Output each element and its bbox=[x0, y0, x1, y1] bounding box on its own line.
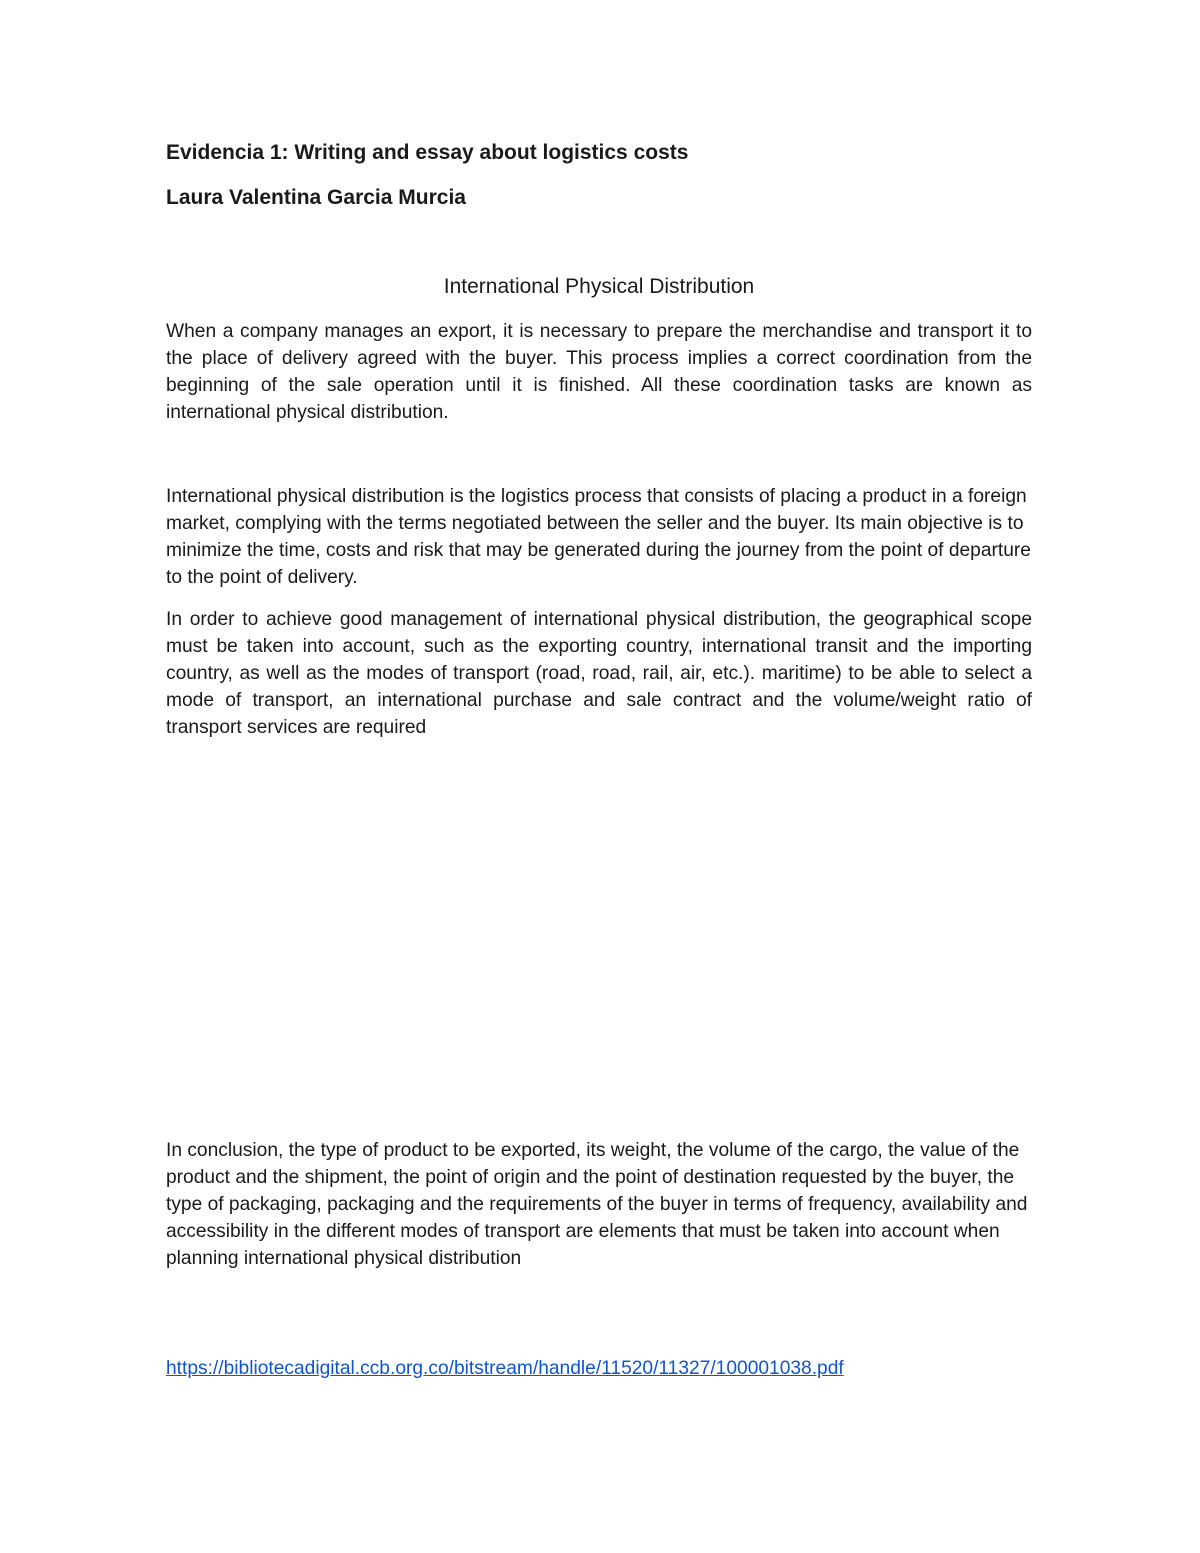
paragraph-intro: When a company manages an export, it is necessary to prepare the merchandise and transport it to the place of delivery agreed with the buyer. This process implies a correct coordination from the beginning of the sale operation until it is finished. All these coordination tasks are known as international physical distribution. bbox=[166, 321, 1032, 423]
document-title: Evidencia 1: Writing and essay about logistics costs bbox=[166, 141, 689, 164]
paragraph-conclusion: In conclusion, the type of product to be exported, its weight, the volume of the cargo, the value of the product and the shipment, the point of origin and the point of destination requested by the buyer, the type of packaging, packaging and the requirements of the buyer in terms of frequency, availability and accessibility in the different modes of transport are elements that must be taken into account when planning international physical distribution bbox=[166, 1140, 1028, 1269]
document-header bbox=[166, 140, 1032, 166]
paragraph-management: In order to achieve good management of international physical distribution, the geographical scope must be taken into account, such as the exporting country, international transit and the importing country, as well as the modes of transport (road, road, rail, air, etc.). maritime) to be able to select a mode of transport, an international purchase and sale contract and the volume/weight ratio of transport services are required bbox=[166, 609, 1032, 738]
paragraph-definition: International physical distribution is the logistics process that consists of placing a product in a foreign market, complying with the terms negotiated between the seller and the buyer. Its main objective is to minimize the time, costs and risk that may be generated during the journey from the point of departure to the point of delivery. bbox=[166, 486, 1031, 588]
author-name: Laura Valentina Garcia Murcia bbox=[166, 186, 466, 209]
section-title: International Physical Distribution bbox=[443, 275, 755, 298]
reference-link[interactable]: https://bibliotecadigital.ccb.org.co/bitstream/handle/11520/11327/100001038.pdf bbox=[166, 1358, 844, 1379]
author-block bbox=[166, 185, 1032, 211]
